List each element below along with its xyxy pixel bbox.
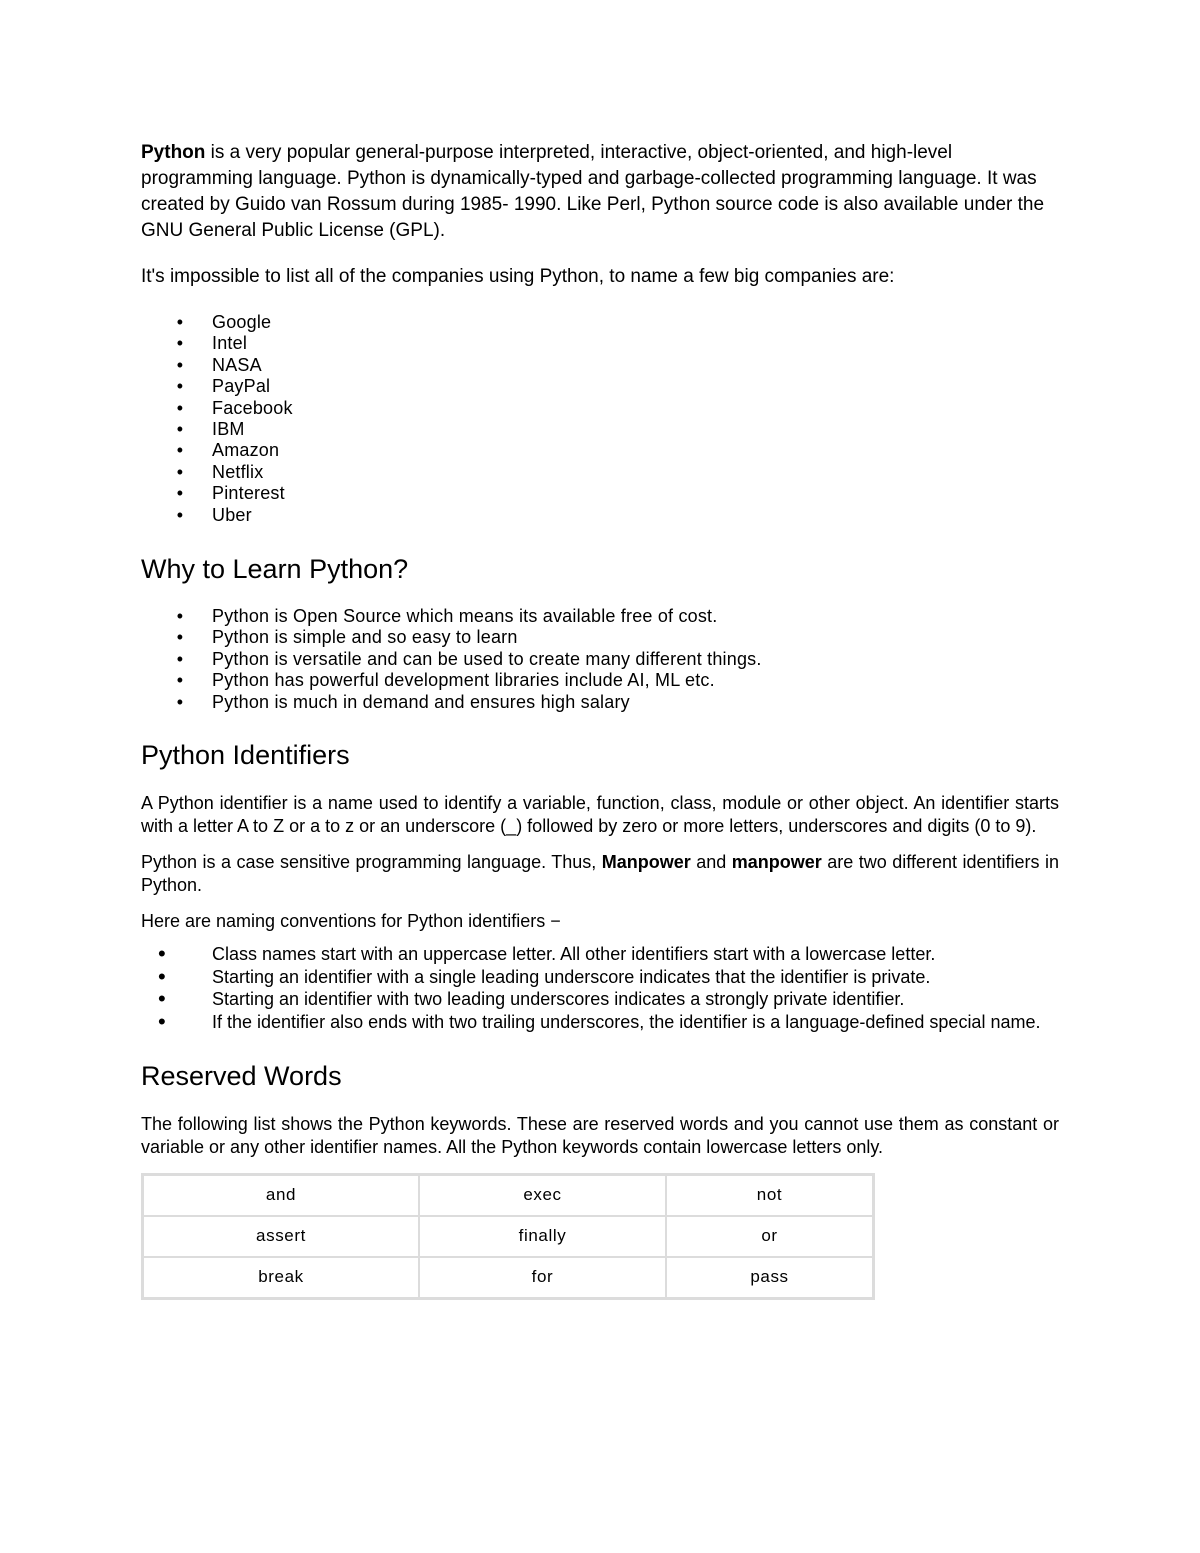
list-item: • Starting an identifier with two leading underscores indicates a strongly private identifier. bbox=[158, 986, 905, 1012]
list-item: • Netflix bbox=[141, 462, 1059, 483]
list-item: • Python is Open Source which means its available free of cost. bbox=[141, 606, 1059, 627]
bullet-icon: • bbox=[176, 376, 184, 397]
bullet-icon: • bbox=[176, 627, 184, 648]
bullet-icon: • bbox=[176, 691, 184, 712]
document-page bbox=[141, 140, 1059, 1300]
companies-list bbox=[141, 312, 1059, 526]
list-item: • Intel bbox=[141, 333, 1059, 354]
why-list bbox=[141, 606, 1059, 713]
identifiers-para1: A Python identifier is a name used to identify a variable, function, class, module or other object. An identifier starts with a letter A to Z or a to z or an underscore (_) followed by zero or more letters, underscores and digits (0 to 9). bbox=[141, 793, 1059, 836]
list-item: • Amazon bbox=[141, 440, 1059, 461]
bullet-icon: • bbox=[176, 648, 184, 669]
list-item: • Python is versatile and can be used to create many different things. bbox=[141, 649, 1059, 670]
bullet-icon: • bbox=[158, 941, 166, 967]
bullet-icon: • bbox=[176, 333, 184, 354]
list-item: • Facebook bbox=[141, 398, 1059, 419]
bullet-icon: • bbox=[176, 461, 184, 482]
table-cell: exec bbox=[419, 1175, 666, 1216]
intro-bold-python: Python bbox=[141, 142, 206, 163]
list-item: • Uber bbox=[141, 505, 1059, 526]
bullet-icon: • bbox=[176, 670, 184, 691]
bullet-icon: • bbox=[176, 312, 184, 332]
list-item: • Python is much in demand and ensures high salary bbox=[141, 692, 1059, 713]
bullet-icon: • bbox=[158, 963, 166, 989]
bullet-icon: • bbox=[176, 397, 184, 418]
bullet-icon: • bbox=[158, 986, 166, 1012]
table-cell: break bbox=[143, 1257, 419, 1298]
bullet-icon: • bbox=[176, 440, 184, 461]
intro-text: is a very popular general-purpose interpreted, interactive, object-oriented, and high-level programming language. Python is dynamically-typed and garbage-collected programming language. It was created by Guido van Rossum during 1985- 1990. Like Perl, Python source code is also available under the GNU General Public License (GPL). bbox=[141, 142, 1045, 241]
table-cell: finally bbox=[419, 1216, 666, 1257]
identifiers-heading: Python Identifiers bbox=[141, 740, 350, 771]
bullet-icon: • bbox=[176, 483, 184, 504]
bullet-icon: • bbox=[176, 606, 184, 627]
bullet-icon: • bbox=[158, 1008, 166, 1034]
conventions-list bbox=[141, 943, 1059, 1033]
list-item: • If the identifier also ends with two trailing underscores, the identifier is a language-defined special name. bbox=[158, 1008, 1041, 1034]
table-cell: and bbox=[143, 1175, 419, 1216]
table-cell: pass bbox=[666, 1257, 873, 1298]
list-item: • Class names start with an uppercase letter. All other identifiers start with a lowercase letter. bbox=[158, 941, 936, 967]
table-row bbox=[143, 1216, 873, 1257]
reserved-para: The following list shows the Python keywords. These are reserved words and you cannot use them as constant or variable or any other identifier names. All the Python keywords contain lowercase letters only. bbox=[141, 1114, 1059, 1158]
list-item: • Pinterest bbox=[141, 483, 1059, 504]
bullet-icon: • bbox=[176, 354, 184, 375]
table-row bbox=[143, 1257, 873, 1298]
table-cell: for bbox=[419, 1257, 666, 1298]
reserved-heading: Reserved Words bbox=[141, 1061, 342, 1092]
why-heading: Why to Learn Python? bbox=[141, 554, 409, 585]
list-item: • Google bbox=[141, 312, 1059, 333]
intro-paragraph bbox=[141, 140, 1059, 244]
identifiers-para2: Python is a case sensitive programming language. Thus, Manpower and manpower are two different identifiers in Python. bbox=[141, 852, 1059, 895]
table-row bbox=[143, 1175, 873, 1216]
companies-lead: It's impossible to list all of the companies using Python, to name a few big companies are: bbox=[141, 266, 895, 287]
list-item: • PayPal bbox=[141, 376, 1059, 397]
table-cell: assert bbox=[143, 1216, 419, 1257]
bold-manpower-upper: Manpower bbox=[601, 852, 691, 873]
keywords-table bbox=[141, 1173, 875, 1300]
list-item: • NASA bbox=[141, 355, 1059, 376]
list-item: • Starting an identifier with a single leading underscore indicates that the identifier is private. bbox=[158, 963, 931, 989]
bullet-icon: • bbox=[176, 419, 184, 440]
bullet-icon: • bbox=[176, 504, 184, 525]
table-cell: not bbox=[666, 1175, 873, 1216]
table-cell: or bbox=[666, 1216, 873, 1257]
list-item: • Python is simple and so easy to learn bbox=[141, 627, 1059, 648]
list-item: • IBM bbox=[141, 419, 1059, 440]
conventions-lead: Here are naming conventions for Python identifiers − bbox=[141, 911, 561, 932]
bold-manpower-lower: manpower bbox=[731, 852, 822, 873]
list-item: • Python has powerful development libraries include AI, ML etc. bbox=[141, 670, 1059, 691]
